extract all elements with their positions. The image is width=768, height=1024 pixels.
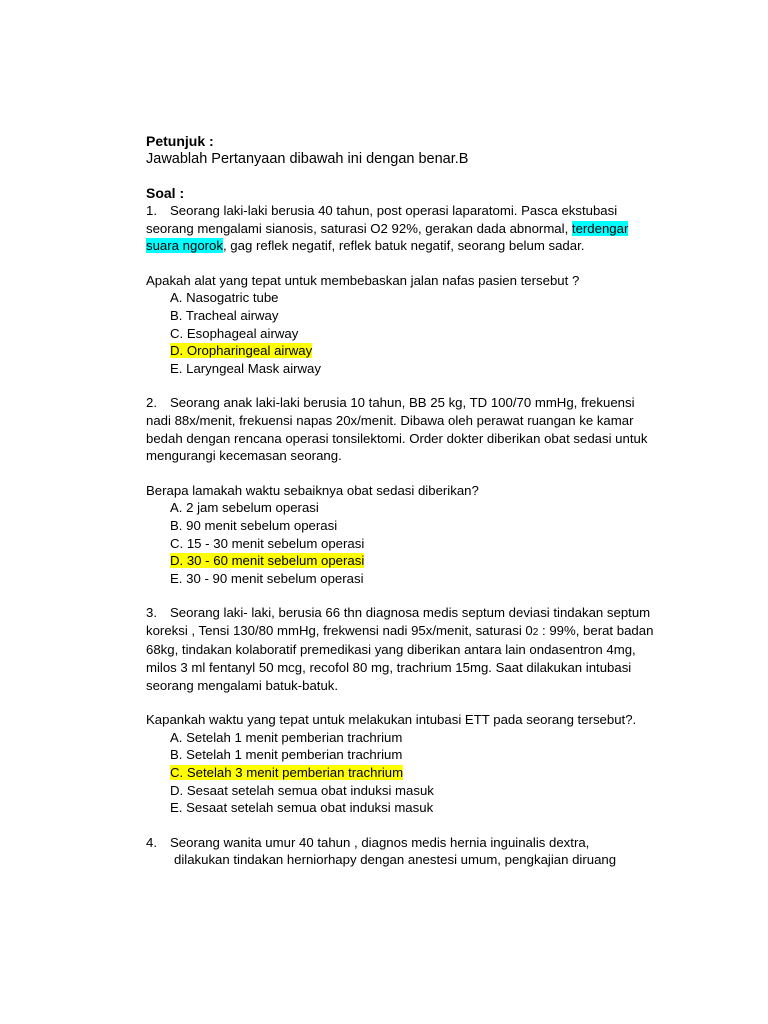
question-3-option-b bbox=[146, 746, 658, 764]
option-label: A. Nasogatric tube bbox=[170, 290, 279, 306]
option-label-highlighted: C. Setelah 3 menit pemberian trachrium bbox=[170, 765, 404, 781]
question-2-option-e bbox=[146, 570, 658, 588]
option-label-highlighted: D. Oropharingeal airway bbox=[170, 343, 313, 359]
option-label: B. Setelah 1 menit pemberian trachrium bbox=[170, 747, 403, 763]
option-label: E. Laryngeal Mask airway bbox=[170, 360, 321, 376]
question-1-stem bbox=[146, 202, 658, 255]
question-2-options bbox=[146, 499, 658, 587]
question-4-text-line-2: dilakukan tindakan herniorhapy dengan anestesi umum, pengkajian diruang bbox=[174, 852, 617, 868]
option-label: C. Esophageal airway bbox=[170, 325, 299, 341]
spacer bbox=[146, 465, 658, 482]
question-4-number: 4. bbox=[146, 834, 157, 850]
question-1-text-b: , gag reflek negatif, reflek batuk negatif, seorang belum sadar. bbox=[222, 238, 585, 254]
question-2-stem bbox=[146, 394, 658, 464]
spacer bbox=[146, 587, 658, 604]
question-2-option-c bbox=[146, 535, 658, 553]
question-1-option-d bbox=[146, 342, 658, 360]
question-3-prompt: Kapankah waktu yang tepat untuk melakukan intubasi ETT pada seorang tersebut?. bbox=[146, 712, 637, 728]
question-4-line-1 bbox=[146, 834, 658, 852]
option-label: B. Tracheal airway bbox=[170, 307, 279, 323]
spacer bbox=[146, 817, 658, 834]
option-label: A. Setelah 1 menit pemberian trachrium bbox=[170, 729, 403, 745]
question-1-number: 1. bbox=[146, 203, 157, 218]
question-2-option-b bbox=[146, 517, 658, 535]
question-2-prompt: Berapa lamakah waktu sebaiknya obat sedasi diberikan? bbox=[146, 482, 479, 498]
question-3-option-c bbox=[146, 764, 658, 782]
question-4-text-line-1: Seorang wanita umur 40 tahun , diagnos medis hernia inguinalis dextra, bbox=[170, 834, 590, 850]
question-3-text-b: : 99%, berat badan 68kg, tindakan kolaboratif premedikasi yang diberikan antara lain ondasentron 4mg, milos 3 ml fentanyl 50 mcg, recofol 80 mg, trachrium 15mg. Saat dilakukan intubasi seorang mengalami batuk-batuk. bbox=[146, 622, 654, 693]
question-3-stem bbox=[146, 604, 658, 694]
question-1-prompt: Apakah alat yang tepat untuk membebaskan jalan nafas pasien tersebut ? bbox=[146, 272, 580, 288]
option-label: E. Sesaat setelah semua obat induksi masuk bbox=[170, 800, 434, 816]
question-4-line-2 bbox=[146, 851, 658, 869]
question-3-number: 3. bbox=[146, 605, 157, 621]
question-1-options bbox=[146, 289, 658, 377]
question-1-highlight: terdengar suara ngorok bbox=[146, 220, 629, 254]
option-label: E. 30 - 90 menit sebelum operasi bbox=[170, 570, 364, 586]
question-3-option-d bbox=[146, 782, 658, 800]
spacer bbox=[146, 694, 658, 711]
question-2-option-a bbox=[146, 499, 658, 517]
petunjuk-heading: Petunjuk : bbox=[146, 133, 214, 149]
question-2-option-d bbox=[146, 552, 658, 570]
question-1-option-a bbox=[146, 289, 658, 307]
soal-heading: Soal : bbox=[146, 185, 185, 201]
question-1-option-e bbox=[146, 360, 658, 378]
question-3-subscript: 2 bbox=[532, 626, 539, 638]
question-3-options bbox=[146, 729, 658, 817]
question-1-option-c bbox=[146, 325, 658, 343]
option-label: C. 15 - 30 menit sebelum operasi bbox=[170, 535, 365, 551]
question-3-text-a: Seorang laki- laki, berusia 66 thn diagnosa medis septum deviasi tindakan septum koreksi , Tensi 130/80 mmHg, frekwensi nadi 95x/menit, saturasi 0 bbox=[146, 605, 651, 638]
document-content bbox=[146, 132, 658, 869]
question-1-option-b bbox=[146, 307, 658, 325]
question-2-number: 2. bbox=[146, 395, 157, 411]
option-label: B. 90 menit sebelum operasi bbox=[170, 517, 338, 533]
question-3-option-e bbox=[146, 799, 658, 817]
spacer bbox=[146, 168, 658, 184]
question-3-option-a bbox=[146, 729, 658, 747]
spacer bbox=[146, 255, 658, 272]
option-label-highlighted: D. 30 - 60 menit sebelum operasi bbox=[170, 553, 365, 569]
petunjuk-text: Jawablah Pertanyaan dibawah ini dengan benar.B bbox=[146, 151, 469, 167]
option-label: D. Sesaat setelah semua obat induksi masuk bbox=[170, 782, 434, 798]
spacer bbox=[146, 377, 658, 394]
question-1-text-a: Seorang laki-laki berusia 40 tahun, post operasi laparatomi. Pasca ekstubasi seorang mengalami sianosis, saturasi O2 92%, gerakan dada abnormal, bbox=[146, 203, 618, 236]
question-2-text: Seorang anak laki-laki berusia 10 tahun, BB 25 kg, TD 100/70 mmHg, frekuensi nadi 88x/menit, frekuensi napas 20x/menit. Dibawa oleh perawat ruangan ke kamar bedah dengan rencana operasi tonsilektomi. Order dokter diberikan obat sedasi untuk mengurangi kecemasan seorang. bbox=[146, 395, 648, 464]
option-label: A. 2 jam sebelum operasi bbox=[170, 500, 319, 516]
